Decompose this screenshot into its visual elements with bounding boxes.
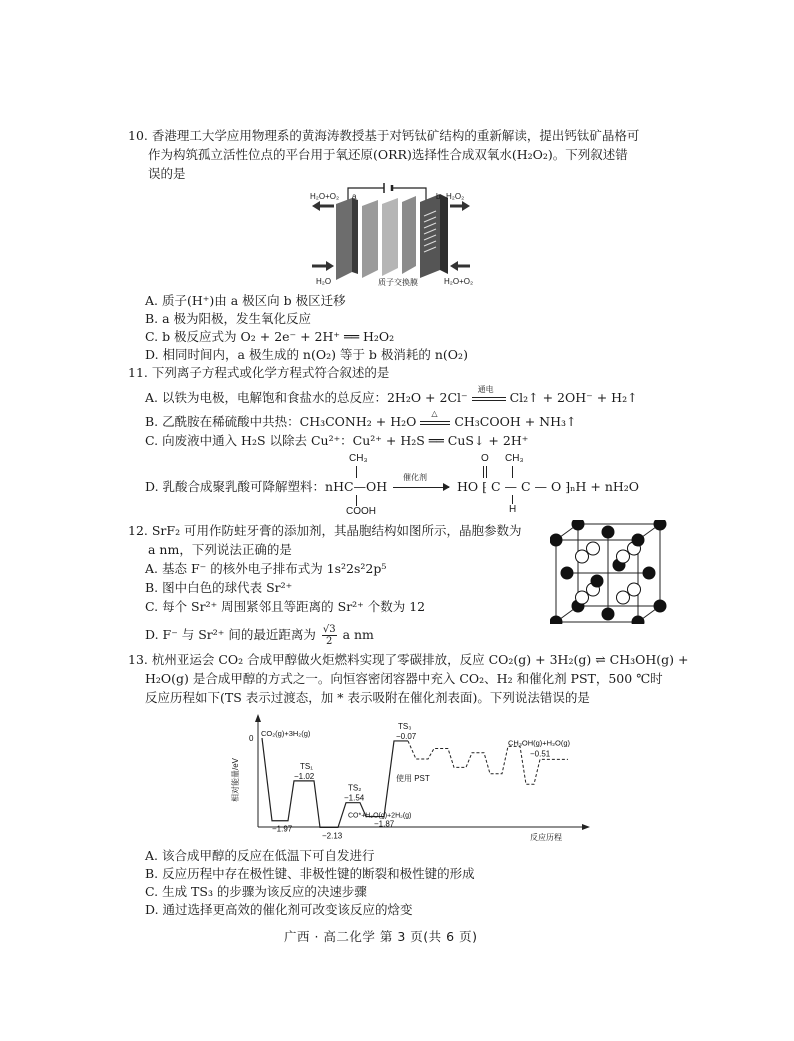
black-sphere (550, 616, 562, 624)
black-sphere (632, 616, 644, 624)
q13-stem-line1: 13. 杭州亚运会 CO₂ 合成甲醇做火炬燃料实现了零碳排放，反应 CO₂(g) + 3H₂(g) ⇌ CH₃OH(g) + (128, 652, 689, 667)
ts3-label: TS₃ (398, 721, 412, 731)
y-tick-label: 0 (249, 734, 254, 743)
label-h2o-o2-outlet: H₂O+O₂ (444, 277, 474, 286)
q11-option-d-lhs: D. 乳酸合成聚乳酸可降解塑料：nHC—OH (145, 479, 388, 494)
q12-option-d-unit: a nm (342, 627, 374, 642)
white-sphere (576, 591, 589, 604)
white-sphere (628, 583, 641, 596)
catalyst-annotation: 使用 PST (396, 773, 430, 783)
q11-option-d (145, 450, 640, 520)
q10-option-d: D. 相同时间内，a 极生成的 n(O₂) 等于 b 极消耗的 n(O₂) (145, 347, 468, 362)
q12-option-d (145, 624, 374, 647)
q13-stem-line2: H₂O(g) 是合成甲醇的方式之一。向恒容密闭容器中充入 CO₂、H₂ 和催化剂 PST，500 ℃时 (145, 671, 663, 686)
black-sphere (643, 567, 655, 579)
x-axis-label: 反应历程 (530, 833, 562, 842)
q10-stem-line3: 误的是 (148, 166, 186, 181)
electrolysis-cell-figure (308, 180, 476, 288)
crystal-cell-figure (550, 520, 668, 624)
value-label: −2.13 (322, 831, 343, 841)
black-sphere (550, 534, 562, 546)
label-electrode-a: a (352, 192, 357, 201)
q11-option-c: C. 向废液中通入 H₂S 以除去 Cu²⁺：Cu²⁺ + H₂S ══ CuS↓ + 2H⁺ (145, 433, 529, 448)
value-label: −1.87 (374, 819, 395, 829)
label-h2o-outlet: H₂O (316, 277, 332, 286)
q13-option-a: A. 该合成甲醇的反应在低温下可自发进行 (145, 848, 375, 863)
q13-option-c: C. 生成 TS₃ 的步骤为该反应的决速步骤 (145, 884, 367, 899)
q10-stem-line2: 作为构筑孤立活性位点的平台用于氧还原(ORR)选择性合成双氧水(H₂O₂)。下列叙述错 (148, 147, 628, 162)
product-label: CH₃OH(g)+H₂O(g) (508, 738, 571, 748)
black-sphere (602, 526, 614, 538)
label-h2o2-outlet: H₂O₂ (446, 192, 465, 201)
black-sphere (561, 567, 573, 579)
q10-option-a: A. 质子(H⁺)由 a 极区向 b 极区迁移 (145, 293, 346, 308)
crystal-cell-svg (550, 520, 668, 624)
reaction-arrow (393, 487, 449, 488)
q12-stem-line1: 12. SrF₂ 可用作防蛀牙膏的添加剂，其晶胞结构如图所示，晶胞参数为 (128, 523, 522, 538)
intermediate-label: CO*+H₂O(g)+2H₂(g) (348, 812, 412, 820)
carbonyl-oxygen: O (481, 453, 489, 464)
q11-option-b-rhs: CH₃COOH + NH₃↑ (454, 414, 577, 429)
q12-option-a: A. 基态 F⁻ 的核外电子排布式为 1s²2s²2p⁵ (145, 561, 387, 576)
white-sphere (617, 591, 630, 604)
q10-option-c: C. b 极反应式为 O₂ + 2e⁻ + 2H⁺ ══ H₂O₂ (145, 329, 395, 344)
q11-option-b (145, 408, 577, 430)
ts2-label: TS₂ (348, 783, 362, 793)
value-label: −1.54 (344, 793, 365, 803)
q12-option-b: B. 图中白色的球代表 Sr²⁺ (145, 580, 293, 595)
value-label: −0.07 (396, 731, 417, 741)
energy-profile-svg (228, 710, 598, 842)
condition-label: △ (431, 408, 438, 418)
white-sphere (587, 542, 600, 555)
black-sphere (654, 520, 666, 530)
label-electrode-b: b (436, 192, 441, 201)
energy-profile-chart (228, 710, 598, 842)
value-label: −1.02 (294, 771, 315, 781)
reaction-arrow (472, 384, 506, 406)
q13-option-b: B. 反应历程中存在极性键、非极性键的断裂和极性键的形成 (145, 866, 475, 881)
y-axis-arrow (255, 714, 261, 722)
black-sphere (632, 534, 644, 546)
methyl-group: CH₃ (349, 453, 368, 464)
black-sphere (591, 575, 603, 587)
y-axis-label: 相对能量/eV (231, 757, 240, 803)
methyl-group-product: CH₃ (505, 453, 524, 464)
q11-stem: 11. 下列离子方程式或化学方程式符合叙述的是 (128, 365, 390, 380)
fraction-numerator: √3 (322, 624, 336, 635)
x-axis-arrow (582, 824, 590, 830)
ts1-label: TS₁ (300, 761, 313, 771)
q10-option-b: B. a 极为阳极，发生氧化反应 (145, 311, 312, 326)
reaction-arrow (420, 408, 450, 430)
black-sphere (572, 520, 584, 530)
black-sphere (654, 600, 666, 612)
catalyst-label: 催化剂 (403, 473, 427, 482)
q11-option-a (145, 384, 638, 406)
page-footer: 广西 · 高二化学 第 3 页(共 6 页) (284, 929, 478, 944)
value-label: −0.51 (530, 749, 551, 759)
q13-option-d: D. 通过选择更高效的催化剂可改变该反应的焓变 (145, 902, 413, 917)
reactant-label: CO₂(g)+3H₂(g) (261, 729, 311, 738)
fraction (322, 624, 337, 647)
q11-option-a-lhs: A. 以铁为电极，电解饱和食盐水的总反应：2H₂O + 2Cl⁻ (145, 390, 468, 405)
fraction-denominator: 2 (326, 636, 333, 647)
black-sphere (602, 608, 614, 620)
q13-stem-line3: 反应历程如下(TS 表示过渡态，加 * 表示吸附在催化剂表面)。下列说法错误的是 (145, 690, 590, 705)
carboxyl-group: COOH (346, 506, 376, 517)
condition-label: 通电 (477, 384, 494, 394)
reaction-path-dashed (408, 741, 568, 784)
q10-stem-line1: 10. 香港理工大学应用物理系的黄海涛教授基于对钙钛矿结构的重新解读，提出钙钛矿晶格可 (128, 128, 640, 143)
hydrogen-atom: H (509, 504, 517, 515)
q12-option-d-text: D. F⁻ 与 Sr²⁺ 间的最近距离为 (145, 627, 316, 642)
label-proton-membrane: 质子交换膜 (378, 278, 418, 287)
white-sphere (617, 550, 630, 563)
q11-option-b-lhs: B. 乙酰胺在稀硫酸中共热：CH₃CONH₂ + H₂O (145, 414, 417, 429)
q11-option-d-rhs: HO ⁅ C — C — O ⁆ₙH + nH₂O (457, 479, 640, 494)
white-sphere (576, 550, 589, 563)
label-h2o-o2-inlet: H₂O+O₂ (310, 192, 340, 201)
value-label: −1.97 (272, 824, 293, 834)
q12-stem-line2: a nm，下列说法正确的是 (148, 542, 292, 557)
q11-option-a-rhs: Cl₂↑ + 2OH⁻ + H₂↑ (509, 390, 638, 405)
q12-option-c: C. 每个 Sr²⁺ 周围紧邻且等距离的 Sr²⁺ 个数为 12 (145, 599, 426, 614)
